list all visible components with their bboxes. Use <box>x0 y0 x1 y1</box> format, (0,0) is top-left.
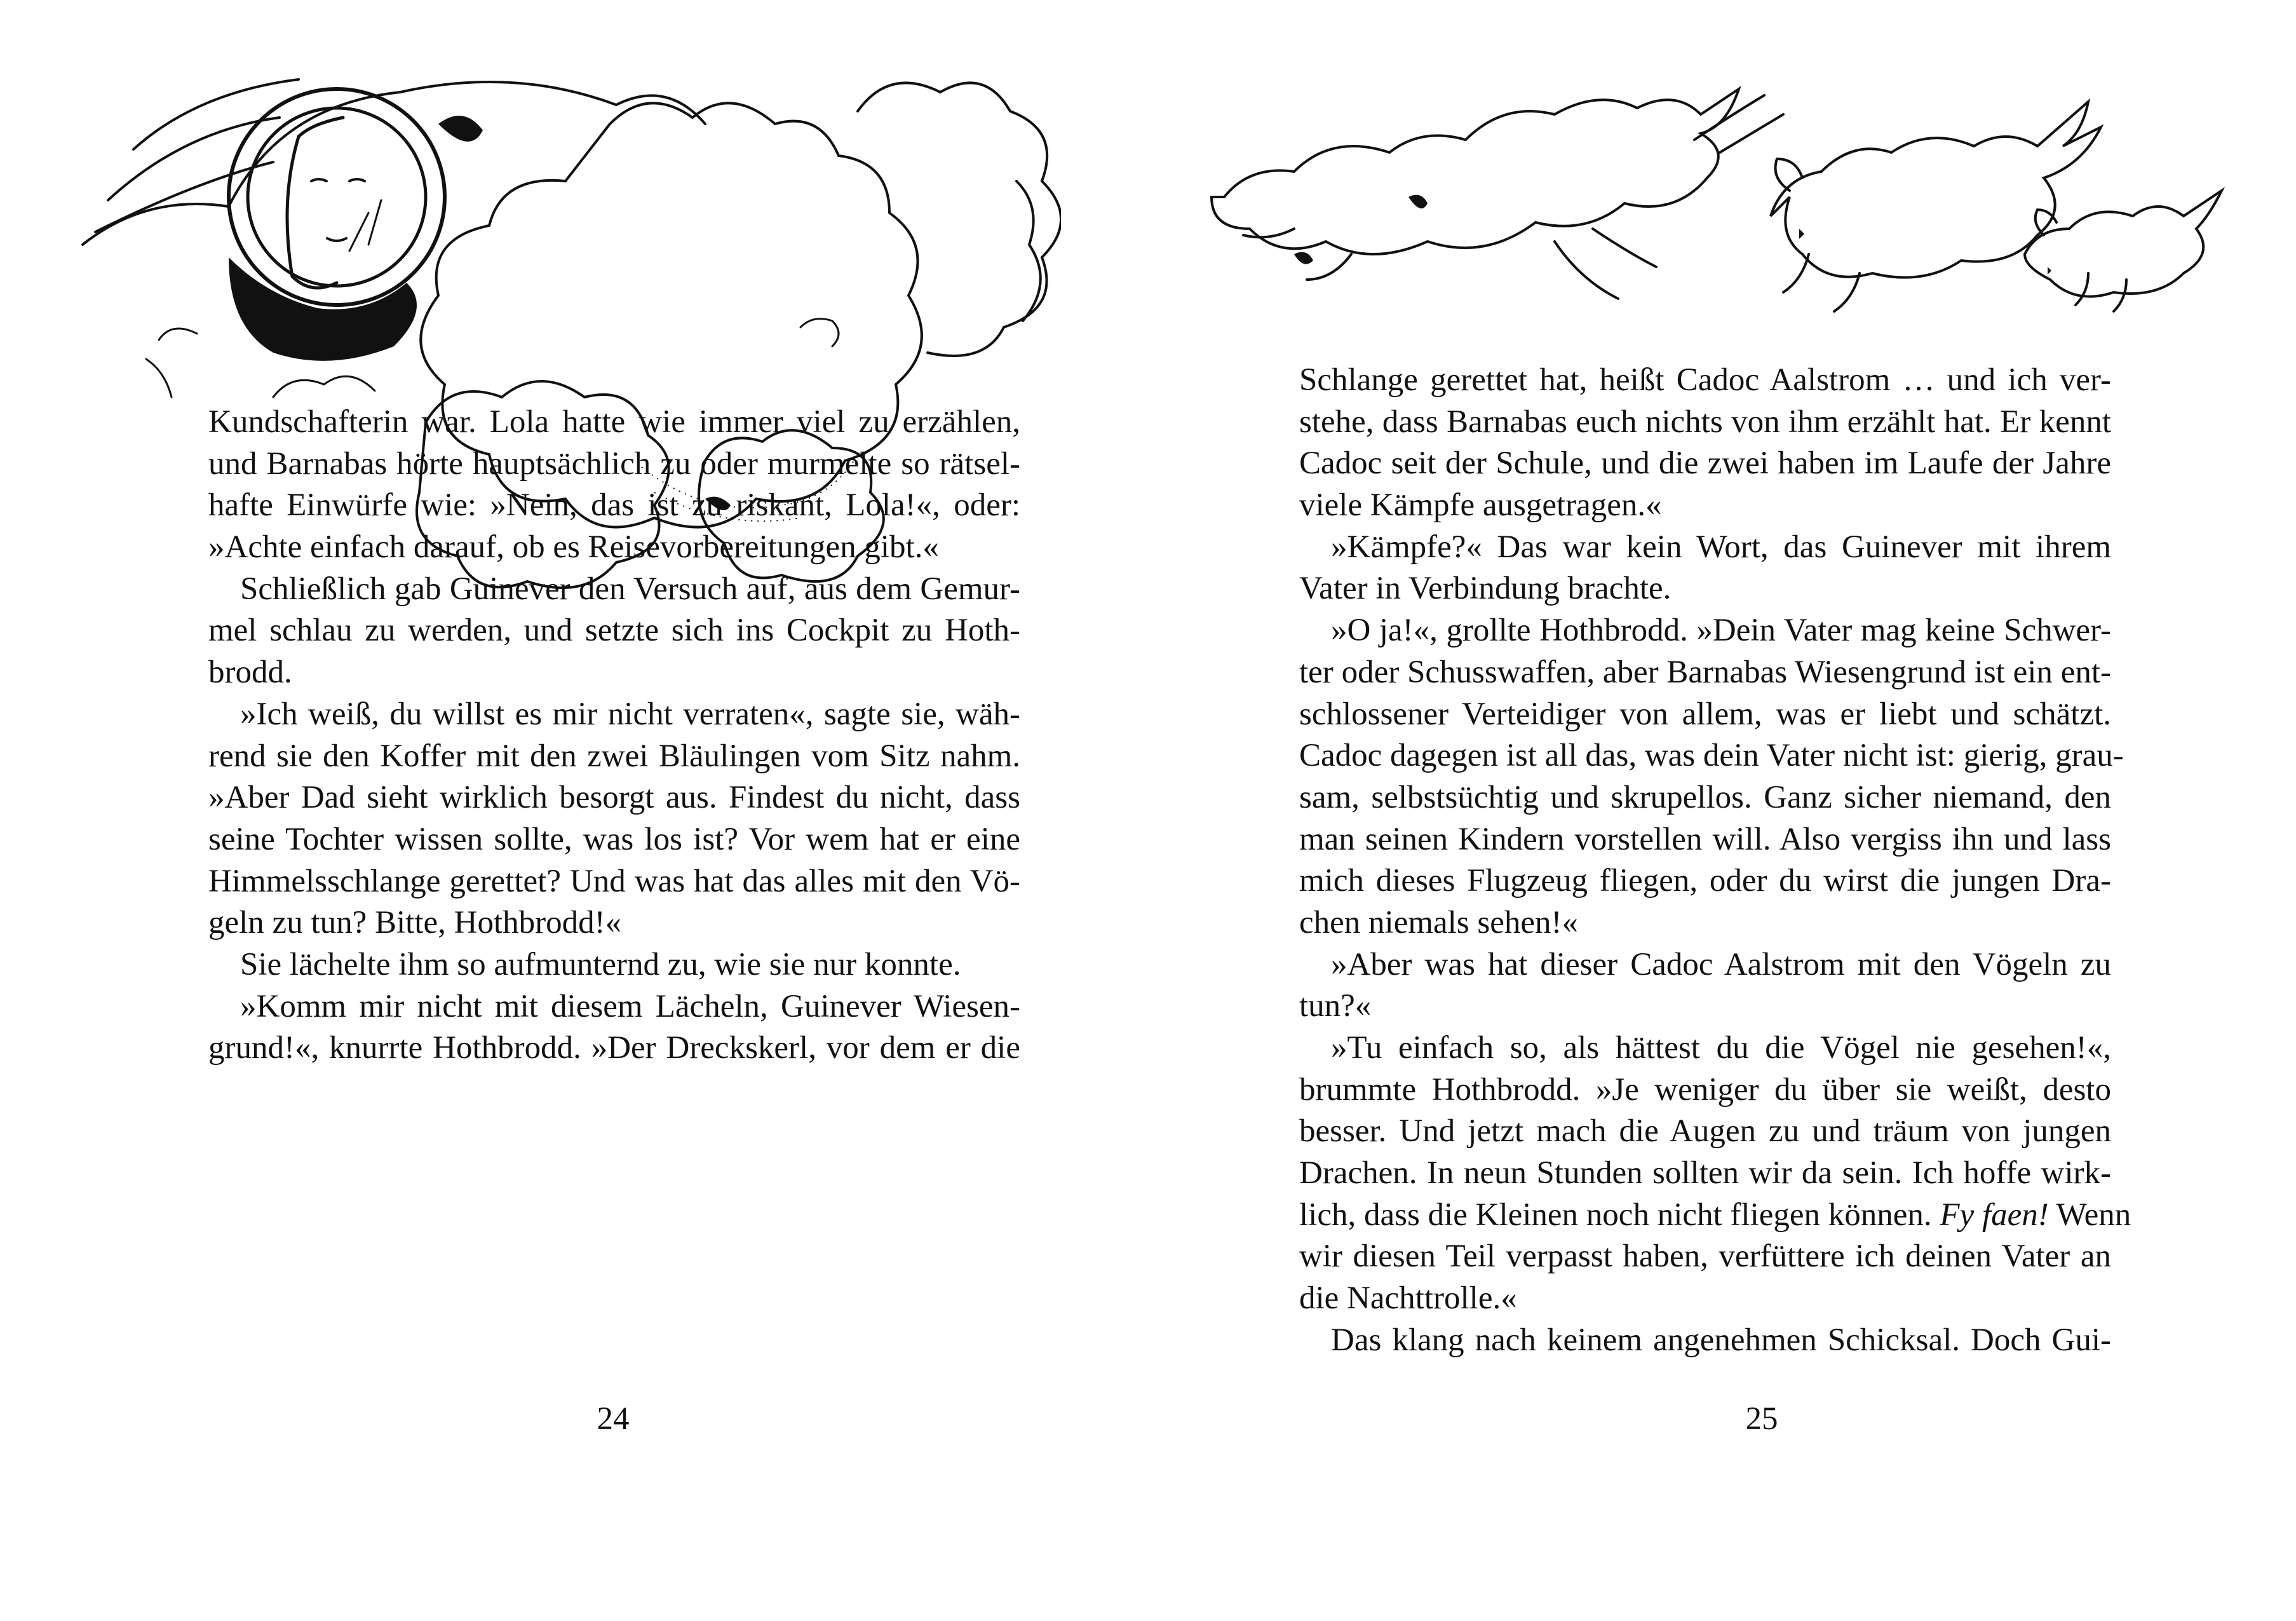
cloud-creatures-drawing <box>1199 64 2241 330</box>
text-line: besser. Und jetzt mach die Augen zu und träum von jungen <box>1299 1113 2111 1150</box>
text-line: seine Tochter wissen sollte, was los ist? Vor wem hat er eine <box>208 821 1020 857</box>
text-line: mich dieses Flugzeug fliegen, oder du wirst die jungen Dra- <box>1299 863 2111 899</box>
left-page-text <box>208 402 1020 1069</box>
text-line: »Kämpfe?« Das war kein Wort, das Guinever mit ihrem <box>1331 529 2111 565</box>
text-line: sam, selbstsüchtig und skrupellos. Ganz sicher niemand, den <box>1299 779 2111 815</box>
text-line: stehe, dass Barnabas euch nichts von ihm erzählt hat. Er kennt <box>1299 404 2111 440</box>
right-page-text <box>1299 360 2131 1362</box>
page-number-left: 24 <box>597 1401 630 1437</box>
text-line: hafte Einwürfe wie: »Nein, das ist zu riskant, Lola!«, oder: <box>208 487 1020 524</box>
text-line: die Nachttrolle.« <box>1299 1280 1517 1317</box>
text-line: ter oder Schusswaffen, aber Barnabas Wiesengrund ist ein ent- <box>1299 654 2111 690</box>
italic-phrase: Fy faen! <box>1940 1197 2049 1233</box>
text-segment: Wenn <box>2048 1197 2131 1233</box>
text-line: brodd. <box>208 655 292 691</box>
text-line: Sie lächelte ihm so aufmunternd zu, wie sie nur konnte. <box>240 946 961 982</box>
text-line: Schließlich gab Guinever den Versuch auf, aus dem Gemur- <box>240 571 1020 607</box>
flying-cloud-creatures-illustration <box>1199 64 2241 330</box>
text-line: Cadoc dagegen ist all das, was dein Vater nicht ist: gierig, grau- <box>1299 738 2124 774</box>
text-line: »Tu einfach so, als hättest du die Vögel nie gesehen!«, <box>1331 1030 2111 1066</box>
text-line: Schlange gerettet hat, heißt Cadoc Aalstrom … und ich ver- <box>1299 362 2111 398</box>
text-line: »O ja!«, grollte Hothbrodd. »Dein Vater mag keine Schwer- <box>1331 613 2111 649</box>
text-line: »Komm mir nicht mit diesem Lächeln, Guinever Wiesen- <box>240 988 1020 1024</box>
text-line: Cadoc seit der Schule, und die zwei haben im Laufe der Jahre <box>1299 445 2111 482</box>
text-line: wir diesen Teil verpasst haben, verfüttere ich deinen Vater an <box>1299 1238 2111 1275</box>
text-line: und Barnabas hörte hauptsächlich zu oder murmelte so rätsel- <box>208 445 1020 482</box>
right-page <box>1148 0 2296 1621</box>
text-line: brummte Hothbrodd. »Je weniger du über sie weißt, desto <box>1299 1071 2111 1108</box>
text-line: viele Kämpfe ausgetragen.« <box>1299 487 1662 524</box>
text-line: schlossener Verteidiger von allem, was er liebt und schätzt. <box>1299 696 2111 732</box>
text-line: »Aber was hat dieser Cadoc Aalstrom mit den Vögeln zu <box>1331 946 2111 982</box>
text-line: rend sie den Koffer mit den zwei Bläulingen vom Sitz nahm. <box>208 738 1020 774</box>
text-line: tun?« <box>1299 988 1372 1024</box>
text-line: »Achte einfach darauf, ob es Reisevorbereitungen gibt.« <box>208 529 939 566</box>
text-line: »Ich weiß, du willst es mir nicht verraten«, sagte sie, wäh- <box>240 696 1020 732</box>
text-line: Vater in Verbindung brachte. <box>1299 571 1671 607</box>
text-line: Das klang nach keinem angenehmen Schicksal. Doch Gui- <box>1331 1322 2111 1358</box>
text-line: Kundschafterin war. Lola hatte wie immer viel zu erzählen, <box>208 404 1020 440</box>
page-number-right: 25 <box>1745 1401 1778 1437</box>
text-line: »Aber Dad sieht wirklich besorgt aus. Findest du nicht, dass <box>208 780 1020 816</box>
text-line: chen niemals sehen!« <box>1299 904 1579 940</box>
text-line: mel schlau zu werden, und setzte sich ins Cockpit zu Hoth- <box>208 613 1020 649</box>
text-line-italic-phrase <box>1299 1195 2131 1237</box>
text-line: grund!«, knurrte Hothbrodd. »Der Dreckskerl, vor dem er die <box>208 1030 1020 1066</box>
text-line: Himmelsschlange gerettet? Und was hat das alles mit den Vö- <box>208 863 1020 899</box>
text-line: Drachen. In neun Stunden sollten wir da sein. Ich hoffe wirk- <box>1299 1155 2111 1191</box>
text-segment: lich, dass die Kleinen noch nicht fliegen können. <box>1299 1197 1940 1233</box>
text-line: geln zu tun? Bitte, Hothbrodd!« <box>208 905 622 941</box>
text-line: man seinen Kindern vorstellen will. Also vergiss ihn und lass <box>1299 821 2111 857</box>
